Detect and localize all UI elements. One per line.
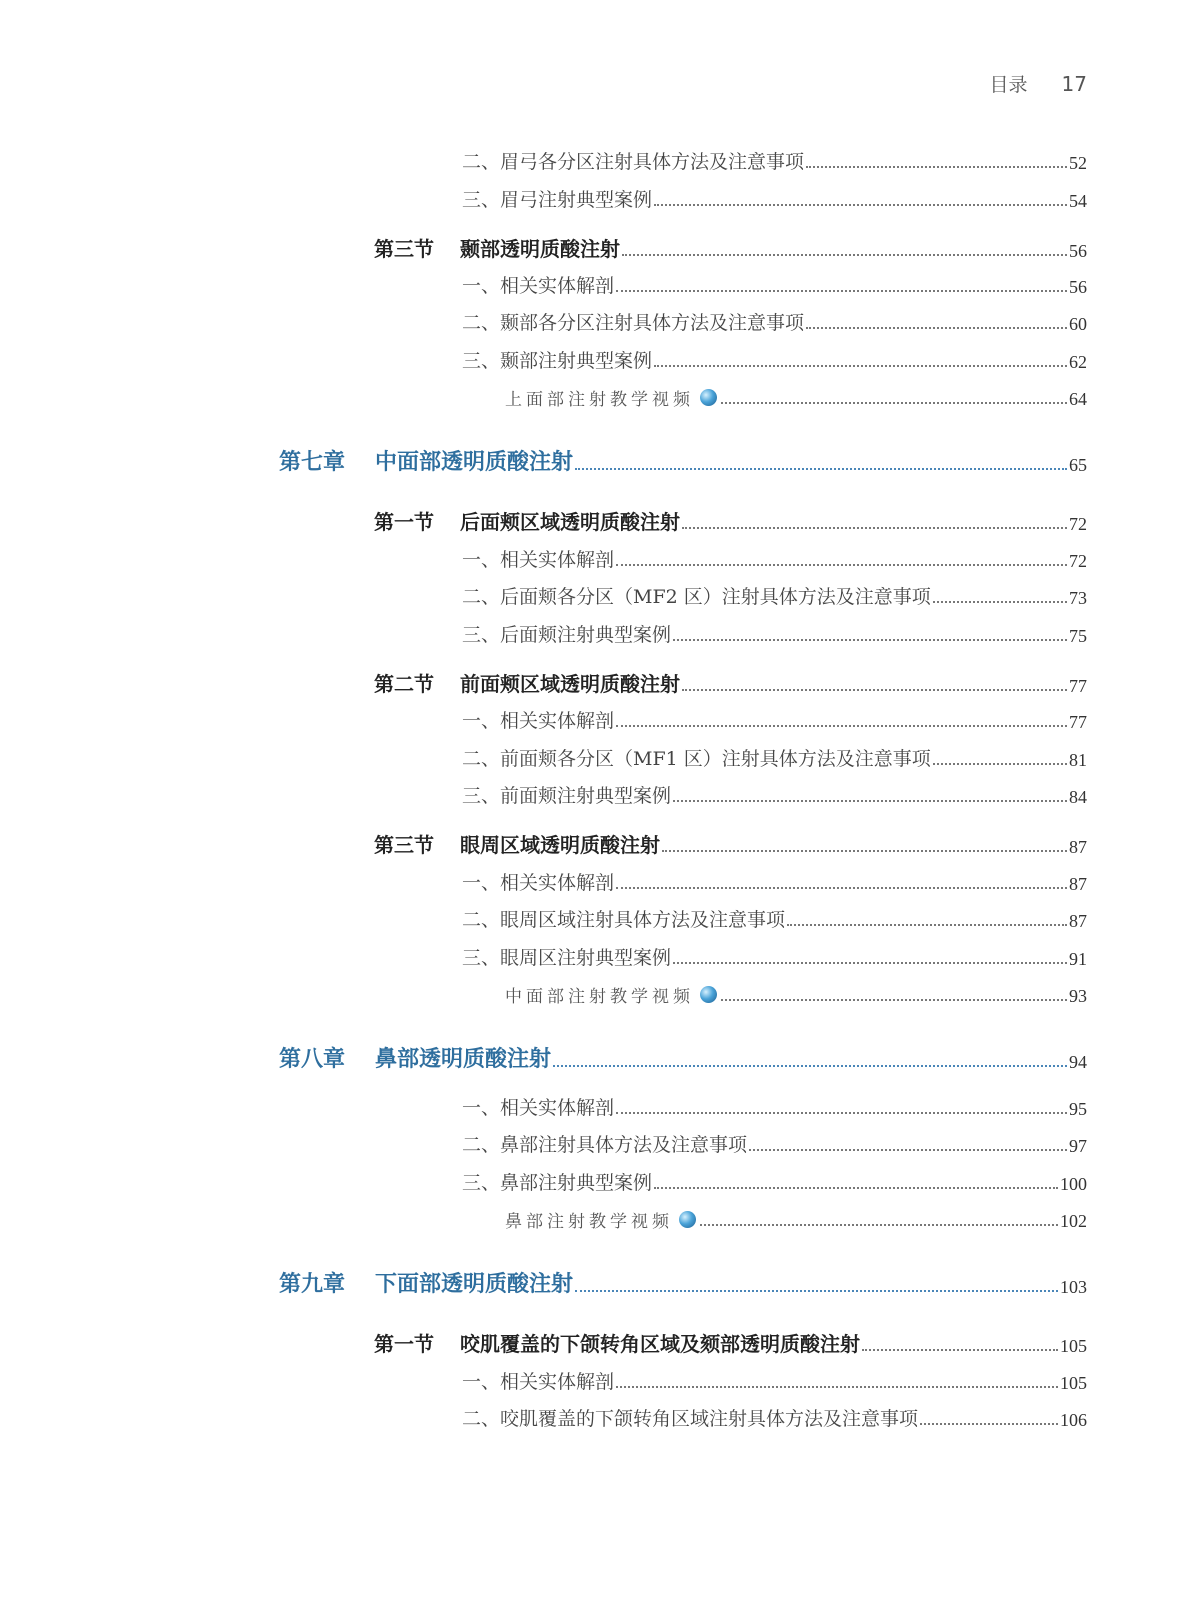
toc-title: 三、颞部注射典型案例 — [462, 350, 653, 372]
toc-label — [374, 233, 620, 262]
dot-leader — [575, 468, 1067, 470]
dot-leader — [787, 924, 1067, 926]
dot-leader — [662, 850, 1067, 852]
toc-subsection[interactable] — [462, 906, 1087, 932]
toc-label — [462, 582, 931, 609]
toc-label — [462, 185, 652, 212]
dot-leader — [654, 1187, 1058, 1189]
toc-title: 咬肌覆盖的下颌转角区域及颏部透明质酸注射 — [460, 1332, 860, 1356]
toc-subsection[interactable] — [462, 347, 1087, 373]
toc-section[interactable] — [374, 1331, 1087, 1357]
toc-page-number: 73 — [1069, 588, 1087, 608]
toc-page-number: 84 — [1069, 787, 1087, 807]
toc-label — [374, 1328, 860, 1357]
toc-chapter[interactable] — [279, 1272, 1087, 1298]
toc-subsection[interactable] — [462, 707, 1087, 733]
toc-label — [462, 620, 671, 647]
toc-page-number: 94 — [1069, 1052, 1087, 1072]
toc-label — [462, 1367, 614, 1394]
toc-title: 二、咬肌覆盖的下颌转角区域注射具体方法及注意事项 — [462, 1408, 919, 1430]
toc-title: 三、后面颊注射典型案例 — [462, 624, 672, 646]
toc-page-number: 105 — [1060, 1373, 1087, 1393]
toc-page-number: 65 — [1069, 455, 1087, 475]
toc-label — [505, 385, 719, 410]
toc-title: 三、前面颊注射典型案例 — [462, 785, 672, 807]
toc-video[interactable] — [505, 1206, 1087, 1232]
toc-page-number: 102 — [1060, 1211, 1087, 1231]
dot-leader — [575, 1290, 1058, 1292]
dot-leader — [622, 254, 1067, 256]
toc-chapter[interactable] — [279, 1047, 1087, 1073]
toc-subsection[interactable] — [462, 869, 1087, 895]
dot-leader — [673, 800, 1067, 802]
toc-video[interactable] — [505, 384, 1087, 410]
toc-page-number: 56 — [1069, 241, 1087, 261]
toc-number: 第七章 — [279, 449, 346, 475]
toc-title: 三、眼周区注射典型案例 — [462, 947, 672, 969]
toc-number: 第一节 — [374, 1332, 434, 1356]
toc-page-number: 54 — [1069, 191, 1087, 211]
toc-page-number: 100 — [1060, 1174, 1087, 1194]
toc-label — [462, 1130, 747, 1157]
toc-page-number: 77 — [1069, 712, 1087, 732]
toc-title: 鼻部透明质酸注射 — [375, 1046, 552, 1072]
dot-leader — [933, 763, 1067, 765]
toc-title: 二、前面颊各分区（MF1 区）注射具体方法及注意事项 — [462, 748, 931, 770]
toc-page-number: 93 — [1069, 986, 1087, 1006]
toc-label — [462, 744, 931, 771]
toc-title: 二、眉弓各分区注射具体方法及注意事项 — [462, 151, 805, 173]
toc-number: 第二节 — [374, 672, 434, 696]
dot-leader — [806, 166, 1067, 168]
dot-leader — [553, 1065, 1067, 1067]
toc-subsection[interactable] — [462, 546, 1087, 572]
toc-page-number: 87 — [1069, 911, 1087, 931]
toc-subsection[interactable] — [462, 583, 1087, 609]
toc-title: 一、相关实体解剖 — [462, 275, 615, 297]
toc-chapter[interactable] — [279, 450, 1087, 476]
toc-number: 第一节 — [374, 510, 434, 534]
toc-label — [462, 147, 804, 174]
toc-label — [505, 1207, 698, 1232]
toc-subsection[interactable] — [462, 186, 1087, 212]
dot-leader — [654, 204, 1067, 206]
toc-title: 颞部透明质酸注射 — [460, 237, 620, 261]
toc-label — [462, 1404, 918, 1431]
toc-title: 一、相关实体解剖 — [462, 1371, 615, 1393]
toc-number: 第三节 — [374, 237, 434, 261]
dot-leader — [721, 999, 1067, 1001]
toc-label — [462, 706, 614, 733]
toc-label — [462, 346, 652, 373]
toc-page-number: 91 — [1069, 949, 1087, 969]
toc-label — [279, 1042, 551, 1073]
toc-title: 一、相关实体解剖 — [462, 1097, 615, 1119]
toc-page-number: 52 — [1069, 153, 1087, 173]
toc-subsection[interactable] — [462, 1094, 1087, 1120]
dot-leader — [616, 1112, 1067, 1114]
dot-leader — [616, 725, 1067, 727]
toc-label — [462, 1168, 652, 1195]
dot-leader — [920, 1423, 1058, 1425]
toc-label — [462, 271, 614, 298]
toc-label — [462, 905, 785, 932]
dot-leader — [806, 327, 1067, 329]
toc-subsection[interactable] — [462, 621, 1087, 647]
toc-section[interactable] — [374, 832, 1087, 858]
toc-title: 一、相关实体解剖 — [462, 549, 615, 571]
dot-leader — [749, 1149, 1067, 1151]
toc-section[interactable] — [374, 671, 1087, 697]
toc-subsection[interactable] — [462, 1131, 1087, 1157]
toc-title: 中面部透明质酸注射 — [375, 449, 574, 475]
toc-subsection[interactable] — [462, 1405, 1087, 1431]
toc-number: 第八章 — [279, 1046, 346, 1072]
toc-subsection[interactable] — [462, 309, 1087, 335]
toc-page-number: 95 — [1069, 1099, 1087, 1119]
toc-label — [462, 308, 804, 335]
toc-page-number: 106 — [1060, 1410, 1087, 1430]
video-disc-icon[interactable] — [679, 1211, 696, 1228]
video-disc-icon[interactable] — [700, 986, 717, 1003]
dot-leader — [682, 527, 1067, 529]
toc-title: 三、鼻部注射典型案例 — [462, 1172, 653, 1194]
toc-title: 上面部注射教学视频 — [505, 390, 694, 410]
toc-label — [462, 545, 614, 572]
toc-title: 二、后面颊各分区（MF2 区）注射具体方法及注意事项 — [462, 586, 931, 608]
toc-page-number: 64 — [1069, 389, 1087, 409]
toc-title: 一、相关实体解剖 — [462, 872, 615, 894]
toc-page-number: 77 — [1069, 676, 1087, 696]
dot-leader — [933, 601, 1067, 603]
toc-title: 鼻部注射教学视频 — [505, 1212, 673, 1232]
toc-number: 第九章 — [279, 1271, 346, 1297]
toc-page-number: 56 — [1069, 277, 1087, 297]
toc-page-number: 97 — [1069, 1136, 1087, 1156]
toc-subsection[interactable] — [462, 1169, 1087, 1195]
dot-leader — [682, 689, 1067, 691]
dot-leader — [616, 290, 1067, 292]
toc-label — [462, 868, 614, 895]
toc-title: 中面部注射教学视频 — [505, 987, 694, 1007]
toc-title: 二、眼周区域注射具体方法及注意事项 — [462, 909, 786, 931]
dot-leader — [654, 365, 1067, 367]
toc-label — [505, 982, 719, 1007]
toc-label — [462, 1093, 614, 1120]
toc-subsection[interactable] — [462, 944, 1087, 970]
toc-title: 眼周区域透明质酸注射 — [460, 833, 660, 857]
dot-leader — [721, 402, 1067, 404]
toc-label — [279, 445, 573, 476]
dot-leader — [673, 639, 1067, 641]
toc-section[interactable] — [374, 509, 1087, 535]
toc-page-number: 72 — [1069, 551, 1087, 571]
toc-label — [374, 668, 680, 697]
toc-title: 一、相关实体解剖 — [462, 710, 615, 732]
dot-leader — [862, 1349, 1058, 1351]
page-number: 17 — [1061, 72, 1087, 96]
toc-number: 第三节 — [374, 833, 434, 857]
toc-section[interactable] — [374, 236, 1087, 262]
toc-page-number: 60 — [1069, 314, 1087, 334]
toc-page-number: 62 — [1069, 352, 1087, 372]
toc-subsection[interactable] — [462, 1368, 1087, 1394]
dot-leader — [616, 887, 1067, 889]
toc-subsection[interactable] — [462, 745, 1087, 771]
toc-page-number: 103 — [1060, 1277, 1087, 1297]
toc-page-number: 87 — [1069, 874, 1087, 894]
toc-video[interactable] — [505, 981, 1087, 1007]
toc-label — [374, 506, 680, 535]
toc-label — [462, 781, 671, 808]
dot-leader — [616, 1386, 1058, 1388]
dot-leader — [673, 962, 1067, 964]
toc-title: 二、颞部各分区注射具体方法及注意事项 — [462, 312, 805, 334]
toc-label — [374, 829, 660, 858]
toc-page-number: 105 — [1060, 1336, 1087, 1356]
toc-label — [279, 1267, 573, 1298]
dot-leader — [616, 564, 1067, 566]
toc-subsection[interactable] — [462, 148, 1087, 174]
toc-subsection[interactable] — [462, 782, 1087, 808]
toc-subsection[interactable] — [462, 272, 1087, 298]
toc-title: 下面部透明质酸注射 — [375, 1271, 574, 1297]
video-disc-icon[interactable] — [700, 389, 717, 406]
toc-page-number: 75 — [1069, 626, 1087, 646]
toc-page-number: 72 — [1069, 514, 1087, 534]
toc-page-number: 87 — [1069, 837, 1087, 857]
toc-title: 前面颊区域透明质酸注射 — [460, 672, 680, 696]
toc-label — [462, 943, 671, 970]
dot-leader — [700, 1224, 1058, 1226]
running-title: 目录 — [989, 74, 1028, 96]
toc-page-number: 81 — [1069, 750, 1087, 770]
toc-title: 二、鼻部注射具体方法及注意事项 — [462, 1134, 748, 1156]
toc-title: 三、眉弓注射典型案例 — [462, 189, 653, 211]
toc-title: 后面颊区域透明质酸注射 — [460, 510, 680, 534]
